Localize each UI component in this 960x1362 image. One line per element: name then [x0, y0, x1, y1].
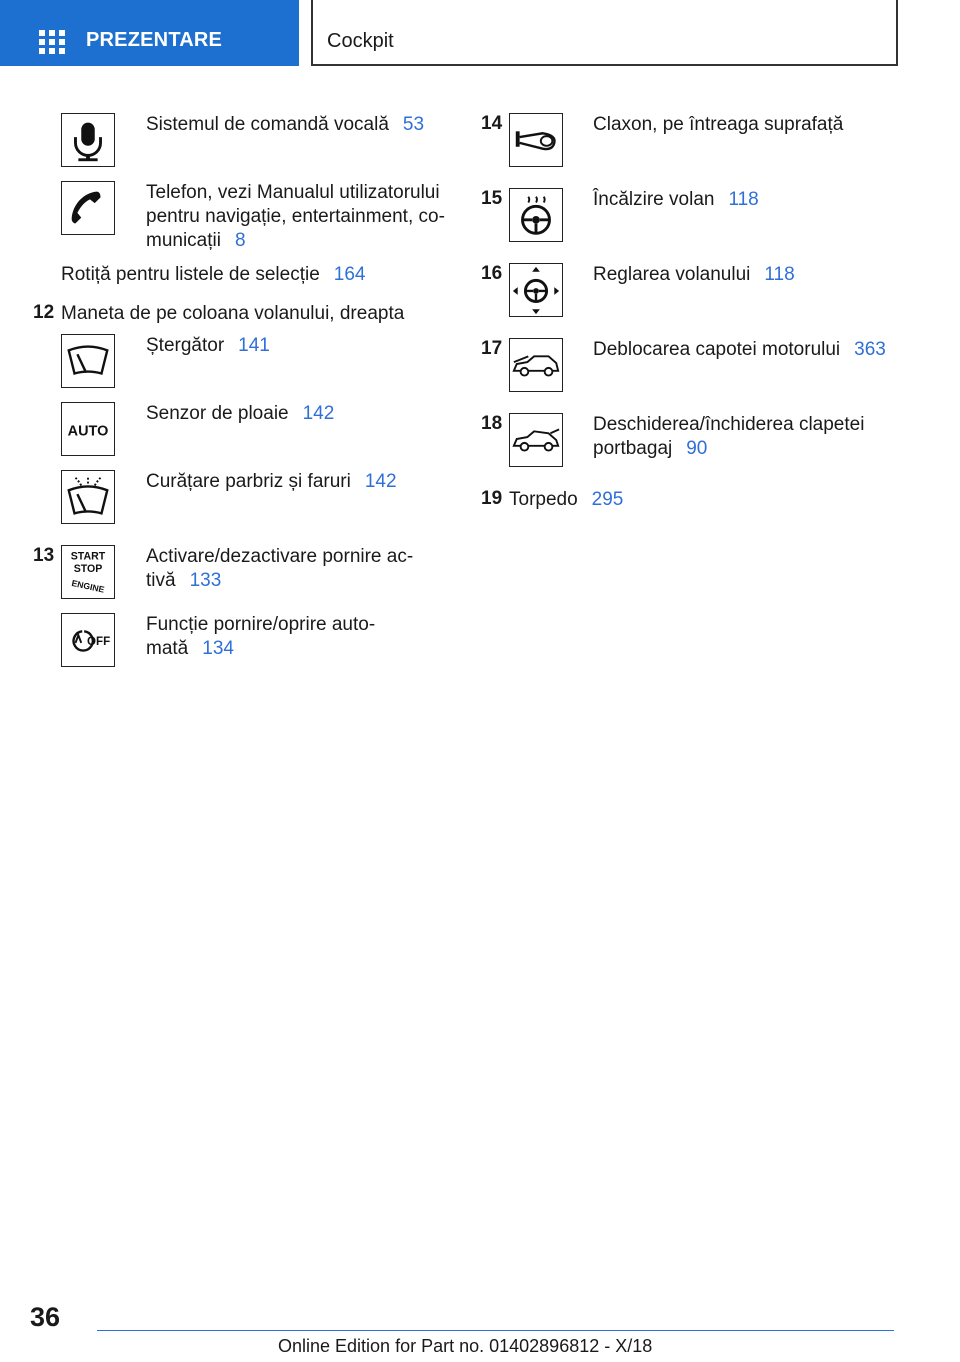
page-ref-link[interactable]: 118: [764, 264, 795, 285]
list-item: Activare/dezactivare pornire ac- tivă 133: [146, 546, 414, 591]
auto-start-stop-off-icon: [61, 613, 115, 667]
section-tab[interactable]: [0, 0, 299, 66]
item-number: 17: [481, 338, 503, 359]
hood-icon: [509, 338, 563, 392]
page-ref-link[interactable]: 90: [686, 438, 708, 459]
list-item: Telefon, vezi Manualul utilizatorului pentru navigație, entertainment, co- municații 8: [146, 182, 445, 251]
footer-divider: [97, 1330, 894, 1331]
item-number: 14: [481, 113, 503, 134]
item-number: 12: [33, 302, 55, 323]
chapter-title: Cockpit: [327, 30, 394, 52]
list-item: Deblocarea capotei motorului 363: [593, 339, 886, 360]
washer-icon: [61, 470, 115, 524]
page-number: 36: [30, 1302, 61, 1332]
page-ref-link[interactable]: 164: [333, 264, 366, 285]
list-item: Maneta de pe coloana volanului, dreapta: [61, 303, 405, 324]
section-title: PREZENTARE: [86, 29, 223, 51]
list-item: Rotiță pentru listele de selecție 164: [61, 264, 366, 285]
list-item: Torpedo 295: [509, 489, 624, 510]
list-item: Ștergător 141: [146, 335, 270, 356]
list-item: Claxon, pe întreaga suprafață: [593, 114, 844, 135]
start-stop-icon: [61, 545, 115, 599]
page-ref-link[interactable]: 53: [402, 114, 425, 135]
page-ref-link[interactable]: 133: [189, 570, 222, 591]
list-item: Senzor de ploaie 142: [146, 403, 335, 424]
list-item: Reglarea volanului 118: [593, 264, 795, 285]
list-item: Încălzire volan 118: [593, 189, 759, 210]
horn-icon: [509, 113, 563, 167]
item-number: 15: [481, 188, 503, 209]
page-ref-link[interactable]: 295: [591, 489, 624, 510]
list-item: Sistemul de comandă vocală 53: [146, 114, 425, 135]
page-ref-link[interactable]: 142: [364, 471, 397, 492]
item-number: 13: [33, 545, 55, 566]
svg-text:ENGINE: ENGINE: [70, 577, 106, 595]
svg-text:OFF: OFF: [87, 635, 111, 648]
steering-adjust-icon: [509, 263, 563, 317]
item-number: 19: [481, 488, 503, 509]
page-ref-link[interactable]: 141: [238, 335, 270, 356]
item-number: 16: [481, 263, 503, 284]
microphone-icon: [61, 113, 115, 167]
grid-menu-icon: [39, 30, 66, 54]
list-item: Curățare parbriz și faruri 142: [146, 471, 397, 492]
chapter-header: [311, 0, 898, 66]
page-ref-link[interactable]: 118: [728, 189, 759, 210]
svg-text:STOP: STOP: [73, 563, 103, 575]
auto-icon: [61, 402, 115, 456]
wiper-icon: [61, 334, 115, 388]
list-item: Funcție pornire/oprire auto- mată 134: [146, 614, 376, 659]
page-ref-link[interactable]: 363: [854, 339, 886, 360]
svg-text:AUTO: AUTO: [67, 423, 109, 440]
phone-icon: [61, 181, 115, 235]
page-ref-link[interactable]: 8: [234, 230, 246, 251]
footer-edition: Online Edition for Part no. 01402896812 - X/18: [278, 1336, 653, 1356]
item-number: 18: [481, 413, 503, 434]
list-item: Deschiderea/închiderea clapetei portbagaj 90: [593, 414, 865, 459]
trunk-icon: [509, 413, 563, 467]
svg-text:START: START: [70, 550, 106, 563]
steering-heat-icon: [509, 188, 563, 242]
page-ref-link[interactable]: 142: [302, 403, 335, 424]
page-ref-link[interactable]: 134: [202, 638, 234, 659]
